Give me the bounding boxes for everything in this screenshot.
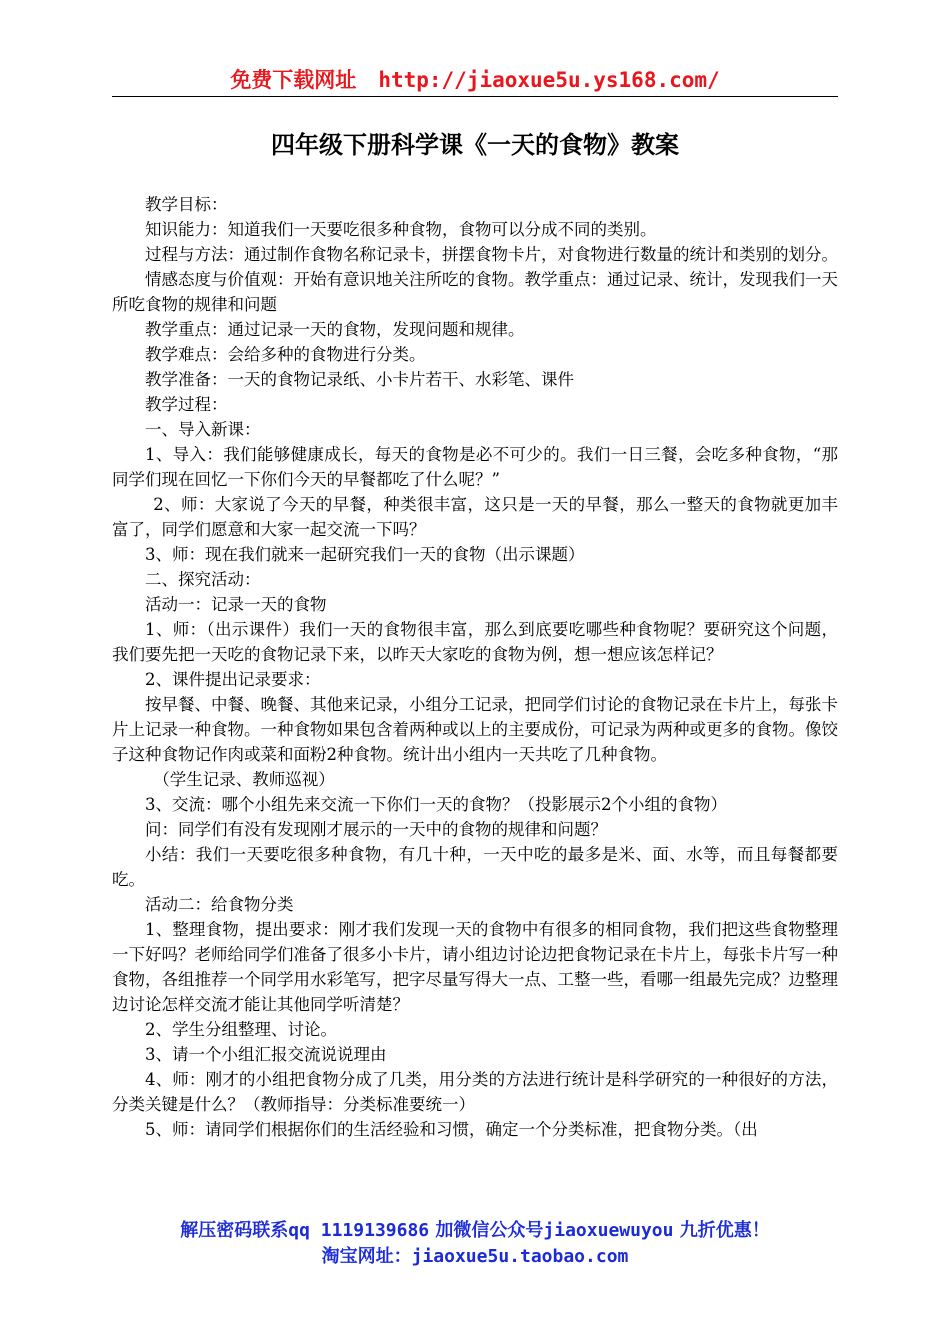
paragraph: 3、请一个小组汇报交流说说理由 xyxy=(145,1045,387,1064)
footer-taobao-link[interactable]: jiaoxue5u.taobao.com xyxy=(411,1246,629,1267)
footer-discount: 九折优惠！ xyxy=(679,1220,770,1241)
paragraph: 4、师：刚才的小组把食物分成了几类，用分类的方法进行统计是科学研究的一种很好的方法，分类关键是什么？（教师指导：分类标准要统一） xyxy=(112,1070,838,1114)
paragraph: 知识能力：知道我们一天要吃很多种食物，食物可以分成不同的类别。 xyxy=(145,220,657,239)
footer-qq: qq 1119139686 xyxy=(288,1220,430,1241)
paragraph: 过程与方法：通过制作食物名称记录卡，拼摆食物卡片，对食物进行数量的统计和类别的划分。 xyxy=(145,245,838,264)
footer-password-label: 解压密码联系 xyxy=(180,1220,289,1241)
paragraph: 1、整理食物，提出要求：刚才我们发现一天的食物中有很多的相同食物，我们把这些食物整理一下好吗？老师给同学们准备了很多小卡片，请小组边讨论边把食物记录在卡片上，每张卡片写一种食物，各组推荐一个同学用水彩笔写，把字尽量写得大一点、工整一些，看哪一组最先完成？边整理边讨论怎样交流才能让其他同学听清楚？ xyxy=(112,920,838,1014)
paragraph: 3、交流：哪个小组先来交流一下你们一天的食物？（投影展示2个小组的食物） xyxy=(145,795,727,814)
paragraph: 教学目标： xyxy=(145,195,228,214)
paragraph: 二、探究活动： xyxy=(145,570,261,589)
paragraph: 情感态度与价值观：开始有意识地关注所吃的食物。教学重点：通过记录、统计，发现我们一天所吃食物的规律和问题 xyxy=(112,270,838,314)
paragraph: 2、学生分组整理、讨论。 xyxy=(145,1020,337,1039)
footer-wechat-label: 加微信公众号 xyxy=(435,1220,544,1241)
footer-taobao-label: 淘宝网址： xyxy=(321,1246,412,1267)
paragraph: 教学重点：通过记录一天的食物，发现问题和规律。 xyxy=(145,320,525,339)
document-title: 四年级下册科学课《一天的食物》教案 xyxy=(271,130,679,159)
footer-wechat-id: jiaoxuewuyou xyxy=(543,1220,674,1241)
paragraph: 2、课件提出记录要求： xyxy=(145,670,321,689)
header-divider xyxy=(112,96,838,97)
paragraph: 3、师：现在我们就来一起研究我们一天的食物（出示课题） xyxy=(145,545,585,564)
header-label: 免费下载网址 xyxy=(230,67,357,92)
paragraph: 教学难点：会给多种的食物进行分类。 xyxy=(145,345,426,364)
paragraph: 2、师：大家说了今天的早餐，种类很丰富，这只是一天的早餐，那么一整天的食物就更加丰富了，同学们愿意和大家一起交流一下吗？ xyxy=(112,495,838,539)
paragraph: 一、导入新课： xyxy=(145,420,261,439)
paragraph: 活动一：记录一天的食物 xyxy=(145,595,327,614)
paragraph: 小结：我们一天要吃很多种食物，有几十种，一天中吃的最多是米、面、水等，而且每餐都要吃。 xyxy=(112,845,838,889)
footer-line-1 xyxy=(112,1218,838,1244)
paragraph: 按早餐、中餐、晚餐、其他来记录，小组分工记录，把同学们讨论的食物记录在卡片上，每张卡片上记录一种食物。一种食物如果包含着两种或以上的主要成份，可记录为两种或更多的食物。像饺子这种食物记作肉或菜和面粉2种食物。统计出小组内一天共吃了几种食物。 xyxy=(112,695,838,764)
page-footer xyxy=(112,1218,838,1270)
paragraph: 教学过程： xyxy=(145,395,228,414)
paragraph: 1、导入：我们能够健康成长，每天的食物是必不可少的。我们一日三餐，会吃多种食物，“那同学们现在回忆一下你们今天的早餐都吃了什么呢？” xyxy=(112,445,838,489)
paragraph: （学生记录、教师巡视） xyxy=(153,770,335,789)
header-url-link[interactable]: http://jiaoxue5u.ys168.com/ xyxy=(378,68,720,92)
page-header xyxy=(112,64,838,96)
paragraph: 5、师：请同学们根据你们的生活经验和习惯，确定一个分类标准，把食物分类。（出 xyxy=(145,1120,758,1139)
paragraph: 问：同学们有没有发现刚才展示的一天中的食物的规律和问题？ xyxy=(145,820,607,839)
paragraph: 教学准备：一天的食物记录纸、小卡片若干、水彩笔、课件 xyxy=(145,370,574,389)
paragraph: 活动二：给食物分类 xyxy=(145,895,294,914)
footer-line-2 xyxy=(112,1244,838,1270)
document-body xyxy=(112,192,838,1142)
paragraph: 1、师：（出示课件）我们一天的食物很丰富，那么到底要吃哪些种食物呢？要研究这个问题，我们要先把一天吃的食物记录下来，以昨天大家吃的食物为例，想一想应该怎样记？ xyxy=(112,620,838,664)
